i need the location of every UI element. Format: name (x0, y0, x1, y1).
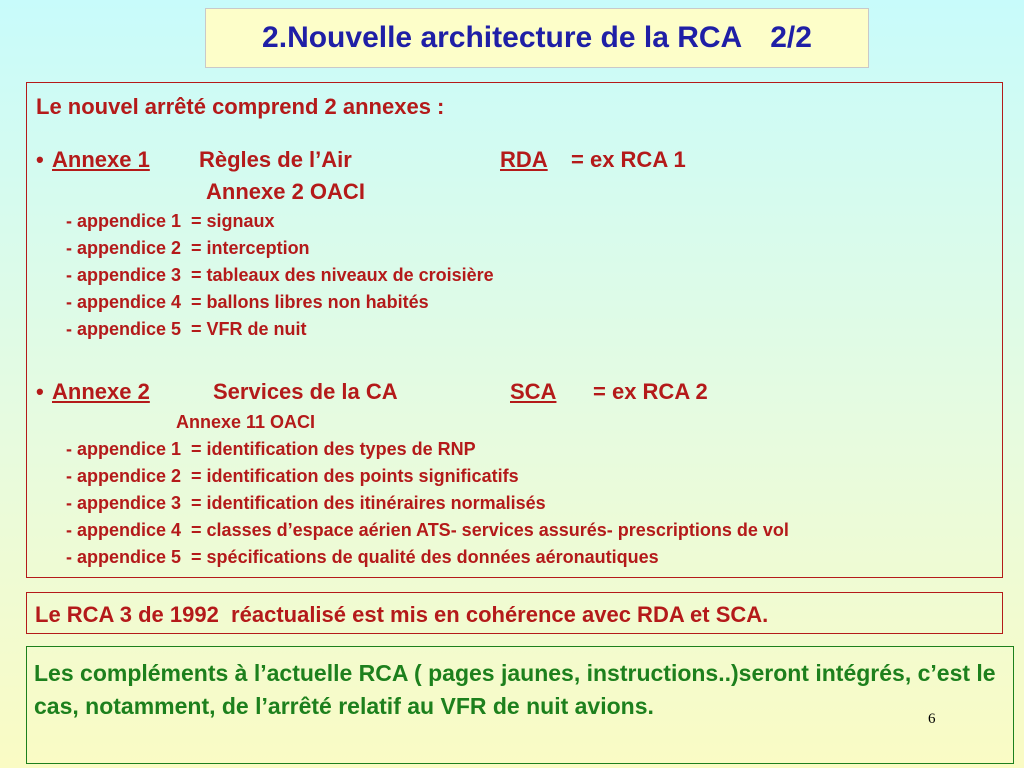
annexes-box (26, 82, 1003, 578)
slide-title-box (205, 8, 869, 68)
annexe-2-appendix-2: - appendice 2 = identification des points significatifs (66, 466, 519, 486)
rca3-note-box (26, 592, 1003, 634)
slide-title: 2.Nouvelle architecture de la RCA (262, 21, 743, 54)
annexe-1-appendix-5: - appendice 5 = VFR de nuit (66, 319, 307, 339)
rca3-note: Le RCA 3 de 1992 réactualisé est mis en cohérence avec RDA et SCA. (35, 602, 769, 627)
annexe-1-equiv: = ex RCA 1 (571, 147, 686, 172)
annexe-2-name: Services de la CA (213, 379, 398, 404)
annexe-2-appendix-1: - appendice 1 = identification des types de RNP (66, 439, 476, 459)
annexe-1-source: Annexe 2 OACI (206, 179, 365, 204)
annexe-2-source: Annexe 11 OACI (176, 412, 316, 432)
bullet-annexe-1: • (36, 147, 44, 172)
annexe-1-appendix-1: - appendice 1 = signaux (66, 211, 275, 231)
annexe-2-appendix-5: - appendice 5 = spécifications de qualité des données aéronautiques (66, 547, 659, 567)
bullet-annexe-2: • (36, 379, 44, 404)
page-number: 6 (928, 711, 936, 727)
annexe-2-appendix-4: - appendice 4 = classes d’espace aérien ATS- services assurés- prescriptions de vol (66, 520, 789, 540)
annexe-1-appendix-4: - appendice 4 = ballons libres non habités (66, 292, 429, 312)
slide-title-part: 2/2 (770, 21, 812, 54)
annexe-2-label: Annexe 2 (52, 379, 150, 404)
annexe-1-appendix-2: - appendice 2 = interception (66, 238, 310, 258)
annexe-1-appendix-3: - appendice 3 = tableaux des niveaux de croisière (66, 265, 494, 285)
annexe-2-appendix-3: - appendice 3 = identification des itinéraires normalisés (66, 493, 546, 513)
annexe-1-name: Règles de l’Air (199, 147, 352, 172)
annexe-2-abbr: SCA (510, 379, 557, 404)
complements-note: Les compléments à l’actuelle RCA ( pages jaunes, instructions..)seront intégrés, c’est le cas, notamment, de l’arrêté relatif au VFR de nuit avions. (34, 660, 996, 719)
intro-text: Le nouvel arrêté comprend 2 annexes : (36, 94, 445, 119)
annexe-1-label: Annexe 1 (52, 147, 150, 172)
annexe-1-abbr: RDA (500, 147, 548, 172)
complements-note-box (26, 646, 1014, 764)
annexe-2-equiv: = ex RCA 2 (593, 379, 708, 404)
